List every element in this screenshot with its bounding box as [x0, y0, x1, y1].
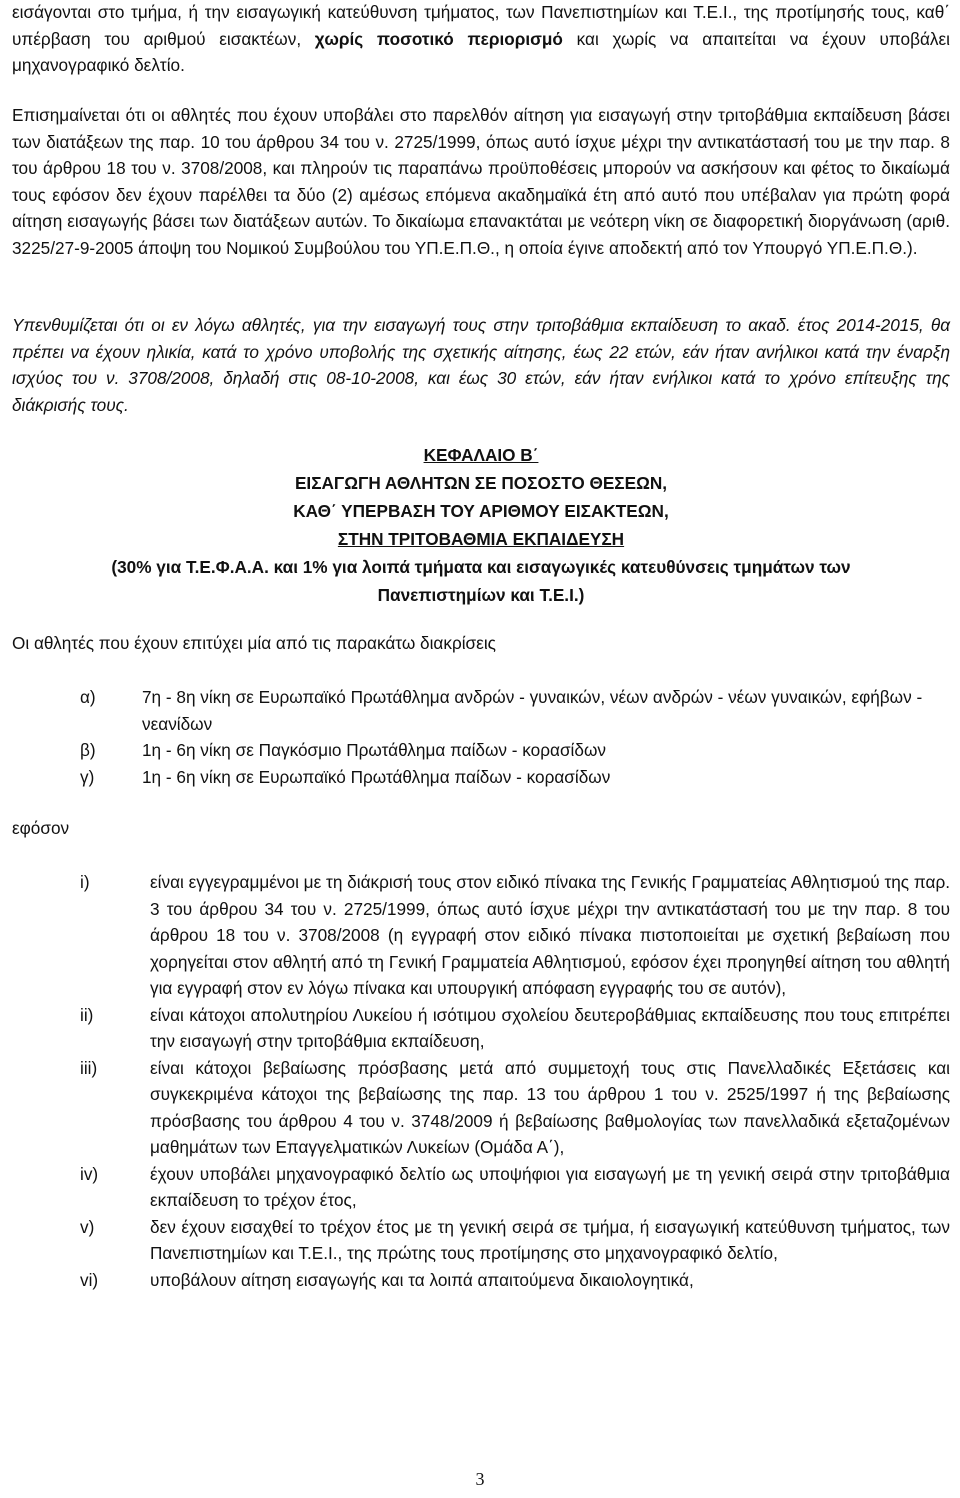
paragraph-note: Επισημαίνεται ότι οι αθλητές που έχουν υποβάλει στο παρελθόν αίτηση για εισαγωγή στην τριτοβάθμια εκπαίδευση βάσει των διατάξεων της παρ. 10 του άρθρου 34 του ν. 2725/1999, όπως αυτό ίσχυε μέχρι την αντικατάστασή του με την παρ. 8 του άρθρου 18 του ν. 3708/2008, και πληρούν τις παραπάνω προϋποθέσεις μπορούν να ασκήσουν και φέτος το δικαίωμά τους εφόσον δεν έχουν παρέλθει τα δύο (2) αμέσως επόμενα ακαδημαϊκά έτη από αυτό που υπέβαλαν για πρώτη φορά αίτηση εισαγωγής βάσει των διατάξεων αυτών. Το δικαίωμα επανακτάται με νεότερη νίκη σε διαφορετική διοργάνωση (αριθ. 3225/27-9-2005 άποψη του Νομικού Συμβούλου του ΥΠ.Ε.Π.Θ., η οποία έγινε αποδεκτή από τον Υπουργό ΥΠ.Ε.Π.Θ.).	[12, 105, 950, 258]
list-item	[12, 1267, 950, 1294]
list-label: ii)	[80, 1004, 94, 1025]
list-label: α)	[80, 687, 96, 707]
heading-line: ΚΑΘ΄ ΥΠΕΡΒΑΣΗ ΤΟΥ ΑΡΙΘΜΟΥ ΕΙΣΑΚΤΕΩΝ,	[293, 501, 669, 521]
heading-line: Πανεπιστημίων και Τ.Ε.Ι.)	[377, 585, 585, 605]
list-label: iii)	[80, 1057, 98, 1078]
list-text: δεν έχουν εισαχθεί το τρέχον έτος με τη γενική σειρά σε τμήμα, ή εισαγωγική κατεύθυνση τμήματος, των Πανεπιστημίων και Τ.Ε.Ι., της πρώτης τους προτίμησης στο μηχανογραφικό δελτίο,	[150, 1216, 950, 1263]
list-text: έχουν υποβάλει μηχανογραφικό δελτίο ως υποψήφιοι για εισαγωγή με τη γενική σειρά στην τριτοβάθμια εκπαίδευση το τρέχον έτος,	[150, 1163, 950, 1210]
list-text: 7η - 8η νίκη σε Ευρωπαϊκό Πρωτάθλημα ανδρών - γυναικών, νέων ανδρών - νέων γυναικών, εφήβων - νεανίδων	[142, 687, 923, 734]
list-text: υποβάλουν αίτηση εισαγωγής και τα λοιπά απαιτούμενα δικαιολογητικά,	[150, 1269, 694, 1290]
distinctions-list	[12, 684, 950, 790]
heading-line: (30% για Τ.Ε.Φ.Α.Α. και 1% για λοιπά τμήματα και εισαγωγικές κατευθύνσεις τμημάτων των	[111, 557, 851, 577]
list-label: i)	[80, 872, 90, 892]
bold-phrase: χωρίς ποσοτικό περιορισμό	[314, 28, 563, 49]
chapter-heading	[12, 441, 950, 609]
list-label: γ)	[80, 766, 95, 787]
conditions-list	[12, 869, 950, 1293]
list-label: β)	[80, 740, 96, 760]
list-text: είναι κάτοχοι απολυτηρίου Λυκείου ή ισότιμου σχολείου δευτεροβάθμιας εκπαίδευσης που τους επιτρέπει την εισαγωγή στην τριτοβάθμια εκπαίδευση,	[150, 1004, 950, 1051]
list-item	[12, 1002, 950, 1055]
heading-line: ΣΤΗΝ ΤΡΙΤΟΒΑΘΜΙΑ ΕΚΠΑΙΔΕΥΣΗ	[337, 529, 625, 549]
list-item	[12, 1214, 950, 1267]
paragraph-text: και χωρίς να απαιτείται να έχουν υποβάλει μηχανογραφικό δελτίο.	[12, 28, 950, 75]
paragraph-text: εισάγονται στο τμήμα, ή την εισαγωγική κατεύθυνση τμήματος, των Πανεπιστημίων και Τ.Ε.Ι., της προτίμησής τους, καθ΄ υπέρβαση του αριθμού εισακτέων,	[12, 2, 950, 49]
list-text: είναι εγγεγραμμένοι με τη διάκρισή τους στον ειδικό πίνακα της Γενικής Γραμματείας Αθλητισμού της παρ. 3 του άρθρου 34 του ν. 2725/1999, όπως αυτό ίσχυε μέχρι την αντικατάστασή του με την παρ. 8 του άρθρου 18 του ν. 3708/2008 (η εγγραφή στον ειδικό πίνακα πιστοποιείται με σχετική βεβαίωση που χορηγείται στον αθλητή από τη Γενική Γραμματεία Αθλητισμού, εφόσον έχει προηγηθεί αίτηση του αθλητή για εγγραφή στον εν λόγω πίνακα και υπουργική απόφαση εγγραφής του σε αυτόν),	[150, 872, 950, 998]
intro-sentence: Οι αθλητές που έχουν επιτύχει μία από τις παρακάτω διακρίσεις	[12, 633, 496, 653]
list-item	[12, 764, 950, 791]
list-item	[12, 1055, 950, 1161]
list-label: vi)	[80, 1269, 99, 1290]
list-text: 1η - 6η νίκη σε Ευρωπαϊκό Πρωτάθλημα παίδων - κορασίδων	[142, 766, 611, 787]
list-text: 1η - 6η νίκη σε Παγκόσμιο Πρωτάθλημα παίδων - κορασίδων	[142, 740, 606, 760]
list-label: v)	[80, 1216, 95, 1237]
list-label: iv)	[80, 1163, 99, 1184]
condition-word: εφόσον	[12, 818, 70, 838]
list-text: είναι κάτοχοι βεβαίωσης πρόσβασης μετά από συμμετοχή τους στις Πανελλαδικές Εξετάσεις και συγκεκριμένα κάτοχοι της βεβαίωσης της παρ. 13 του άρθρου 1 του ν. 2525/1997 ή της βεβαίωσης πρόσβασης του άρθρου 4 του ν. 3748/2009 ή βεβαίωσης βαθμολογίας των πανελλαδικά εξεταζομένων μαθημάτων των Επαγγελματικών Λυκείων (Ομάδα Α΄),	[150, 1057, 950, 1157]
list-item	[12, 1161, 950, 1214]
paragraph-continuation	[12, 0, 950, 79]
list-item	[12, 869, 950, 1002]
list-item	[12, 684, 950, 737]
page-number: 3	[475, 1469, 485, 1489]
list-item	[12, 737, 950, 764]
heading-line: ΕΙΣΑΓΩΓΗ ΑΘΛΗΤΩΝ ΣΕ ΠΟΣΟΣΤΟ ΘΕΣΕΩΝ,	[294, 473, 668, 493]
chapter-title: ΚΕΦΑΛΑΙΟ Β΄	[423, 445, 539, 465]
paragraph-reminder: Υπενθυμίζεται ότι οι εν λόγω αθλητές, για την εισαγωγή τους στην τριτοβάθμια εκπαίδευση το ακαδ. έτος 2014-2015, θα πρέπει να έχουν ηλικία, κατά το χρόνο υποβολής της σχετικής αίτησης, έως 22 ετών, εάν ήταν ανήλικοι κατά την έναρξη ισχύος του ν. 3708/2008, δηλαδή στις 08-10-2008, και έως 30 ετών, εάν ήταν ενήλικοι κατά το χρόνο επίτευξης της διάκρισής τους.	[12, 315, 950, 415]
